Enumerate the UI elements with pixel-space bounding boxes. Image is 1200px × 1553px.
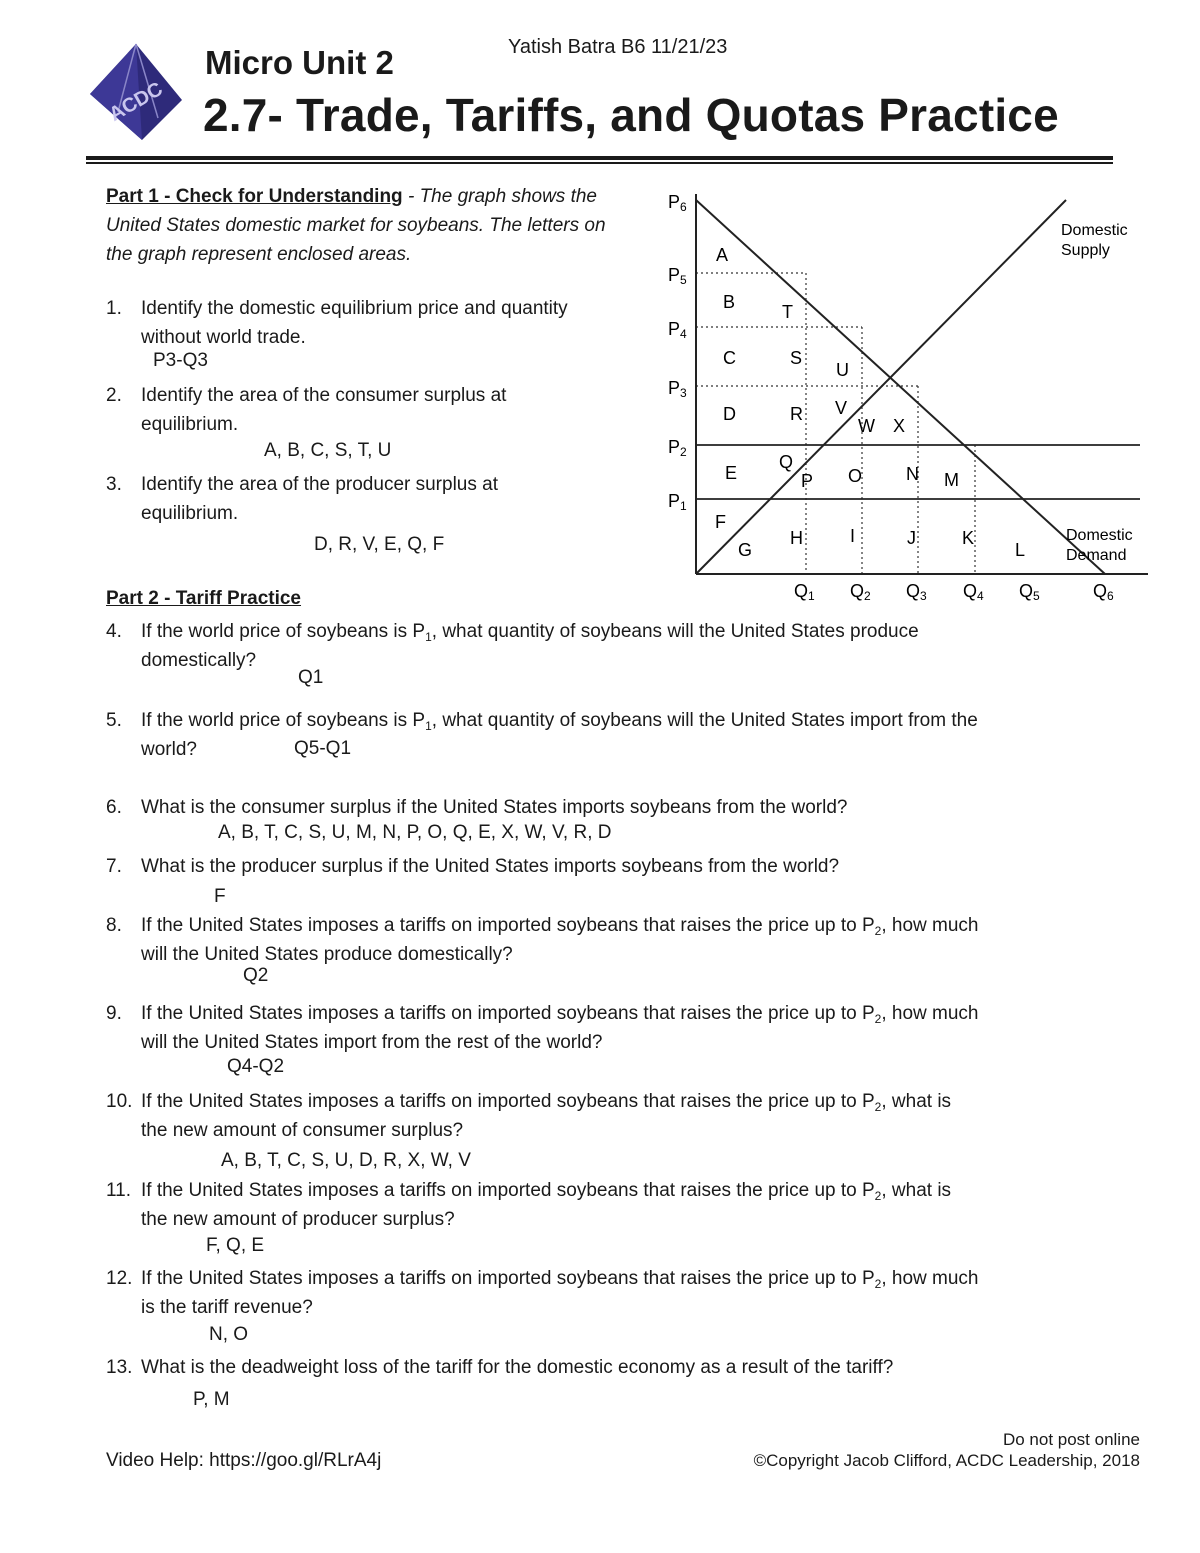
price-label-subscript: 6 [680,200,687,214]
question-6 [106,793,1106,822]
question-number: 4. [106,621,122,642]
part2-heading: Part 2 - Tariff Practice [106,588,302,609]
price-label-p4: P4 [668,319,687,341]
price-subscript: 2 [874,1277,882,1291]
question-number: 3. [106,474,122,495]
area-label-t: T [782,302,793,322]
question-text-pre: If the world price of soybeans is P [141,621,426,642]
area-label-q: Q [779,452,794,472]
question-text-line2: is the tariff revenue? [141,1297,313,1318]
quantity-label-q6: Q6 [1093,581,1114,603]
question-text-post: , what quantity of soybeans will the United States import from the [431,710,978,731]
question-9 [106,999,1106,1057]
question-text: What is the producer surplus if the United States imports soybeans from the world? [141,856,840,877]
question-number: 5. [106,710,122,731]
answer-10: A, B, T, C, S, U, D, R, X, W, V [221,1150,471,1171]
question-text-pre: If the United States imposes a tariffs on imported soybeans that raises the price up to P [141,915,875,936]
question-number: 13. [106,1357,133,1378]
question-text-pre: If the United States imposes a tariffs on imported soybeans that raises the price up to P [141,1003,875,1024]
area-label-m: M [944,470,959,490]
question-text: Identify the area of the consumer surplus at [141,385,507,406]
answer-5: Q5-Q1 [294,738,352,759]
unit-heading: Micro Unit 2 [205,44,394,81]
question-number: 11. [106,1180,132,1201]
quantity-label-q1: Q1 [794,581,815,603]
area-label-b: B [723,292,736,312]
demand-label-line2: Demand [1066,547,1127,564]
question-1 [106,294,646,352]
question-text [106,706,1106,735]
question-number: 8. [106,915,122,936]
area-label-a: A [716,245,729,265]
area-label-l: L [1015,540,1026,560]
price-label-p1: P1 [668,491,687,513]
question-10 [106,1087,1106,1145]
answer-1: P3-Q3 [153,350,208,371]
question-text [106,911,1106,940]
question-text-line2: will the United States import from the rest of the world? [141,1032,603,1053]
question-text-pre: If the United States imposes a tariffs on imported soybeans that raises the price up to P [141,1180,875,1201]
area-label-g: G [738,540,753,560]
question-text [106,1087,1106,1116]
video-help-link[interactable]: Video Help: https://goo.gl/RLrA4j [106,1450,382,1471]
question-text-post: , how much [881,1003,979,1024]
question-text [106,1176,1106,1205]
do-not-post-notice: Do not post online [1002,1430,1140,1449]
answer-3: D, R, V, E, Q, F [314,534,445,555]
question-text: What is the deadweight loss of the tariff for the domestic economy as a result of the tariff? [141,1357,894,1378]
price-subscript: 1 [425,630,432,644]
answer-9: Q4-Q2 [227,1056,285,1077]
question-text-pre: If the world price of soybeans is P [141,710,426,731]
answer-8: Q2 [243,965,269,986]
answer-13: P, M [193,1389,230,1410]
question-text: Identify the domestic equilibrium price and quantity [141,298,568,319]
question-2 [106,381,646,439]
question-text-line2: equilibrium. [141,414,239,435]
question-number: 9. [106,1003,122,1024]
part1-intro [106,182,636,269]
question-text: Identify the area of the producer surplus at [141,474,498,495]
question-3 [106,470,646,528]
question-text-post: , how much [881,1268,979,1289]
question-number: 12. [106,1268,133,1289]
area-label-w: W [858,416,875,436]
question-text-pre: If the United States imposes a tariffs on imported soybeans that raises the price up to P [141,1091,875,1112]
area-label-n: N [906,464,919,484]
quantity-label-subscript: 3 [920,589,927,603]
quantity-label-subscript: 1 [808,589,815,603]
question-text-post: , what quantity of soybeans will the United States produce [431,621,919,642]
acdc-pyramid-logo-icon [88,42,184,142]
price-label-subscript: 5 [680,273,687,287]
demand-label-line1: Domestic [1066,527,1133,544]
chart-gridlines [696,273,975,574]
area-label-p: P [801,471,814,491]
question-text-line2: the new amount of consumer surplus? [141,1120,464,1141]
question-text-line2: domestically? [141,650,257,671]
supply-curve [696,200,1066,574]
question-text-line2: equilibrium. [141,503,239,524]
question-12 [106,1264,1106,1322]
area-label-o: O [848,466,863,486]
question-text [106,999,1106,1028]
quantity-label-q3: Q3 [906,581,927,603]
question-number: 7. [106,856,122,877]
header-rule-thin [86,162,1113,164]
question-number: 10. [106,1091,133,1112]
area-label-i: I [850,526,856,546]
soybean-market-chart [660,186,1160,606]
area-label-r: R [790,404,803,424]
question-text-line2: will the United States produce domestically? [141,944,513,965]
area-label-f: F [715,512,726,532]
price-label-subscript: 4 [680,327,687,341]
question-text [106,1264,1106,1293]
quantity-label-q2: Q2 [850,581,871,603]
chart-labels [668,192,1114,603]
price-label-p3: P3 [668,378,687,400]
copyright-notice: ©Copyright Jacob Clifford, ACDC Leadership, 2018 [753,1451,1140,1470]
quantity-label-q4: Q4 [963,581,984,603]
question-text-line2: world? [141,739,197,760]
quantity-label-subscript: 2 [864,589,871,603]
area-label-k: K [962,528,975,548]
quantity-label-q5: Q5 [1019,581,1040,603]
question-13 [106,1353,1106,1382]
price-subscript: 2 [874,1189,882,1203]
question-text-post: , what is [881,1091,952,1112]
answer-6: A, B, T, C, S, U, M, N, P, O, Q, E, X, W, V, R, D [218,822,612,843]
question-text [106,617,1106,646]
answer-11: F, Q, E [206,1235,265,1256]
question-4 [106,617,1106,675]
supply-label-line2: Supply [1061,242,1110,259]
price-subscript: 2 [874,1100,882,1114]
question-7 [106,852,1106,881]
quantity-label-subscript: 5 [1033,589,1040,603]
price-subscript: 2 [874,1012,882,1026]
price-label-subscript: 3 [680,386,687,400]
area-label-j: J [907,528,916,548]
area-label-h: H [790,528,803,548]
price-label-subscript: 2 [680,445,687,459]
part1-heading: Part 1 - Check for Understanding [106,186,403,207]
question-8 [106,911,1106,969]
svg-text:ACDC: ACDC [105,78,167,126]
question-text-line2: the new amount of producer surplus? [141,1209,455,1230]
quantity-label-subscript: 4 [977,589,984,603]
question-number: 2. [106,385,122,406]
question-text-line2: without world trade. [141,327,306,348]
price-label-p2: P2 [668,437,687,459]
supply-label-line1: Domestic [1061,222,1128,239]
area-label-c: C [723,348,736,368]
student-annotation: Yatish Batra B6 11/21/23 [508,36,728,58]
area-label-d: D [723,404,736,424]
question-number: 1. [106,298,122,319]
answer-7: F [214,886,226,907]
quantity-label-subscript: 6 [1107,589,1114,603]
question-11 [106,1176,1106,1234]
part1-description: The graph shows the United States domestic market for soybeans. The letters on the graph represent enclosed areas. [106,186,606,265]
demand-curve [696,200,1105,574]
header-rule-thick [86,156,1113,160]
question-text-post: , what is [881,1180,952,1201]
question-text: What is the consumer surplus if the United States imports soybeans from the world? [141,797,848,818]
area-label-e: E [725,463,738,483]
area-label-u: U [836,360,849,380]
question-number: 6. [106,797,122,818]
question-5 [106,706,1106,764]
area-label-s: S [790,348,803,368]
answer-2: A, B, C, S, T, U [264,440,392,461]
price-label-p5: P5 [668,265,687,287]
price-subscript: 2 [874,924,882,938]
question-text-post: , how much [881,915,979,936]
page-title: 2.7- Trade, Tariffs, and Quotas Practice [203,89,1059,141]
question-text-pre: If the United States imposes a tariffs on imported soybeans that raises the price up to P [141,1268,875,1289]
answer-12: N, O [209,1324,249,1345]
part1-dash: - [402,186,420,207]
price-subscript: 1 [425,719,432,733]
price-label-p6: P6 [668,192,687,214]
price-label-subscript: 1 [680,499,687,513]
area-label-v: V [835,398,848,418]
answer-4: Q1 [298,667,324,688]
area-label-x: X [893,416,906,436]
